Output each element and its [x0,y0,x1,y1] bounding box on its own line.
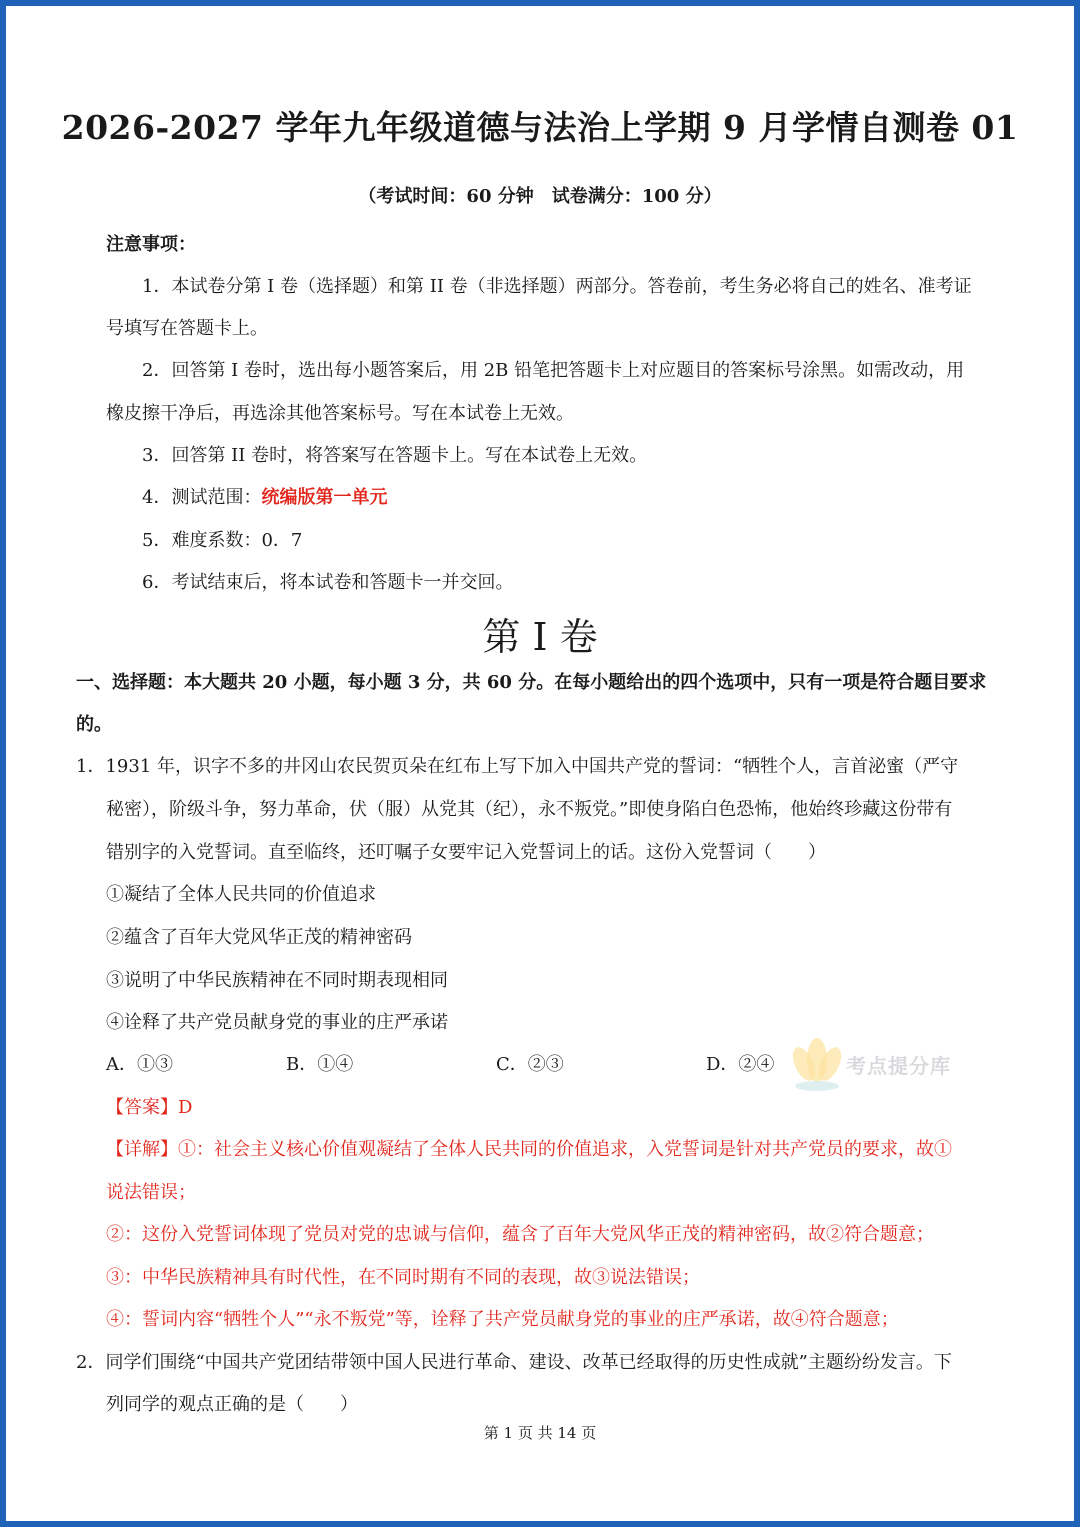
q1-statement-2: ②蕴含了百年大党风华正茂的精神密码 [106,927,412,948]
document-title: 2026-2027 学年九年级道德与法治上学期 9 月学情自测卷 01 [61,108,1019,147]
page [6,6,1074,1521]
q1-option-a: A．①③ [106,1054,173,1075]
part-heading-line-2: 的。 [76,714,112,735]
note-5: 5．难度系数：0．7 [142,530,303,551]
notes-heading: 注意事项： [106,234,196,255]
lotus-logo-icon [782,1030,852,1102]
exam-info: （考试时间：60 分钟 试卷满分：100 分） [358,186,722,207]
q1-explanation-2: ②：这份入党誓词体现了党员对党的忠诚与信仰，蕴含了百年大党风华正茂的精神密码，故②符合题意； [106,1224,934,1245]
q1-stem-line-3: 错别字的入党誓词。直至临终，还叮嘱子女要牢记入党誓词上的话。这份入党誓词（ ） [106,842,826,863]
note-2-line-2: 橡皮擦干净后，再选涂其他答案标号。写在本试卷上无效。 [106,403,574,424]
q1-option-c: C．②③ [496,1054,564,1075]
watermark-text: 考点提分库 [846,1054,951,1078]
section-title: 第 I 卷 [482,615,598,659]
note-4 [142,483,387,509]
q2-stem-line-1: 2．同学们围绕“中国共产党团结带领中国人民进行革命、建设、改革已经取得的历史性成就”主题纷纷发言。下 [76,1352,952,1373]
q1-explanation-1a: 【详解】①：社会主义核心价值观凝结了全体人民共同的价值追求，入党誓词是针对共产党员的要求，故① [106,1139,952,1160]
q1-explanation-4: ④：誓词内容“牺牲个人”“永不叛党”等，诠释了共产党员献身党的事业的庄严承诺，故④符合题意； [106,1309,899,1330]
q1-stem-line-2: 秘密），阶级斗争，努力革命，伏（服）从党其（纪），永不叛党。”即使身陷白色恐怖，他始终珍藏这份带有 [106,799,953,820]
q1-stem-line-1: 1．1931 年，识字不多的井冈山农民贺页朵在红布上写下加入中国共产党的誓词：“牺牲个人，言首泌蜜（严守 [76,756,959,777]
note-2-line-1: 2．回答第 I 卷时，选出每小题答案后，用 2B 铅笔把答题卡上对应题目的答案标号涂黑。如需改动，用 [142,360,965,381]
q1-option-d: D．②④ [706,1054,775,1075]
part-heading-line-1: 一、选择题：本大题共 20 小题，每小题 3 分，共 60 分。在每小题给出的四个选项中，只有一项是符合题目要求 [76,672,987,693]
page-number: 第 1 页 共 14 页 [483,1424,597,1442]
q1-statement-4: ④诠释了共产党员献身党的事业的庄严承诺 [106,1012,448,1033]
test-scope: 统编版第一单元 [261,487,388,508]
q1-option-b: B．①④ [286,1054,354,1075]
q1-statement-3: ③说明了中华民族精神在不同时期表现相同 [106,970,448,991]
q1-answer: 【答案】D [106,1097,193,1118]
q1-statement-1: ①凝结了全体人民共同的价值追求 [106,884,376,905]
q2-stem-line-2: 列同学的观点正确的是（ ） [106,1394,358,1415]
note-3: 3．回答第 II 卷时，将答案写在答题卡上。写在本试卷上无效。 [142,445,648,466]
q1-explanation-1b: 说法错误； [106,1182,196,1203]
note-4-label: 4．测试范围： [142,487,262,508]
q1-explanation-3: ③：中华民族精神具有时代性，在不同时期有不同的表现，故③说法错误； [106,1267,700,1288]
note-1-line-2: 号填写在答题卡上。 [106,318,268,339]
note-1-line-1: 1．本试卷分第 I 卷（选择题）和第 II 卷（非选择题）两部分。答卷前，考生务必将自己的姓名、准考证 [142,276,972,297]
watermark [782,1030,992,1102]
note-6: 6．考试结束后，将本试卷和答题卡一并交回。 [142,572,514,593]
